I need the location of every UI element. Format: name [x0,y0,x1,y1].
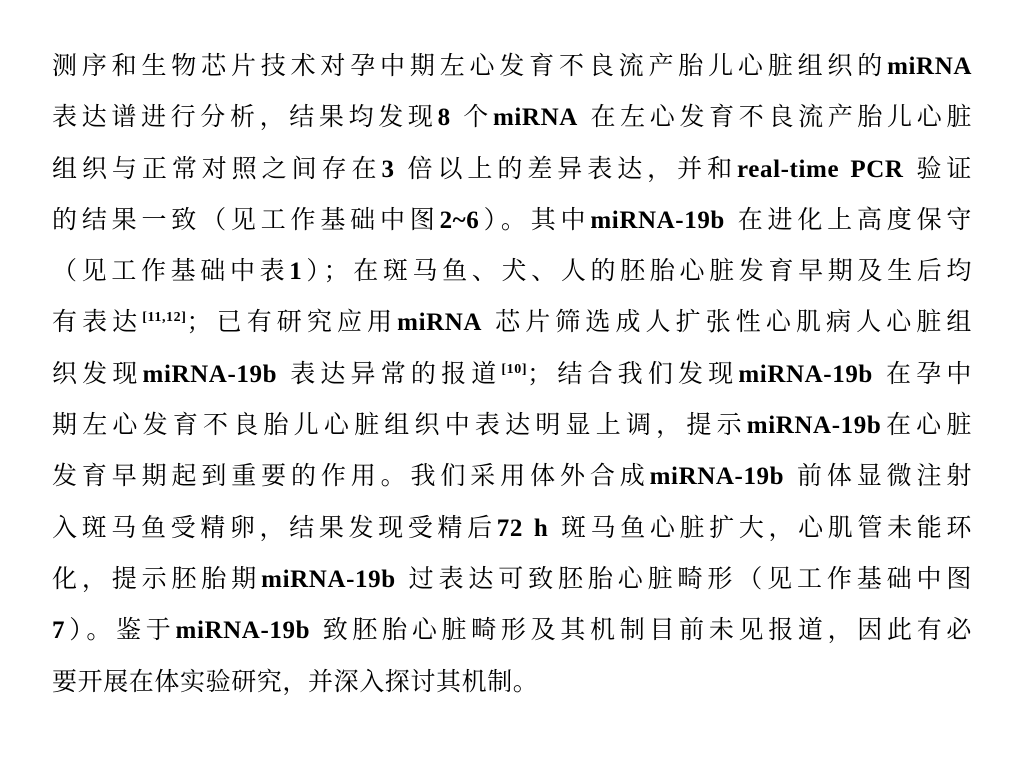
text-run-bold: miRNA [887,53,972,80]
text-line-7 [52,348,972,399]
citation-ref: [10] [501,361,528,377]
text-run: 倍以上的差异表达，并和 [394,153,738,183]
text-line-5 [52,245,972,296]
text-run: 有表达 [52,307,143,337]
text-run: ；已有研究应用 [186,307,398,337]
text-run: 在心脏 [881,410,972,440]
text-line-1 [52,40,972,91]
document-paragraph [52,40,972,707]
text-run-bold: miRNA-19b [261,565,396,593]
text-run-bold: real-time PCR [737,155,904,183]
citation-ref: [11,12] [142,310,187,326]
text-run-bold: miRNA-19b [738,360,873,388]
text-run: 发育早期起到重要的作用。我们采用体外合成 [52,461,650,491]
text-run-bold: 1 [289,258,303,286]
text-run: 织发现 [52,358,143,388]
text-run-bold: 2~6 [439,206,480,234]
text-run: 前体显微注射 [784,461,972,491]
text-run-bold: miRNA-19b [590,206,725,234]
text-run: 致胚胎心脏畸形及其机制目前未见报道，因此有必 [310,615,973,645]
text-line-4 [52,194,972,245]
text-run: 化，提示胚胎期 [52,563,262,593]
text-line-8 [52,399,972,450]
text-line-3 [52,143,972,194]
text-line-9 [52,450,972,501]
text-run: 入斑马鱼受精卵，结果发现受精后 [52,512,497,542]
text-run: 的结果一致（见工作基础中图 [52,204,440,234]
text-run: 斑马鱼心脏扩大，心肌管未能环 [548,512,972,542]
text-run-bold: miRNA-19b [649,463,785,491]
text-run: ）；在斑马鱼、犬、人的胚胎心脏发育早期及生后均 [302,256,972,286]
text-run: 在进化上高度保守 [724,204,972,234]
text-run-bold: miRNA [397,309,483,337]
text-line-12 [52,604,972,655]
text-run-bold: miRNA [492,104,578,132]
text-run: ）。鉴于 [65,615,176,645]
text-run-bold: miRNA-19b [175,617,311,645]
text-run: 验证 [903,153,973,183]
text-run-bold: 8 [437,104,451,132]
text-run: 表达谱进行分析，结果均发现 [52,102,438,132]
text-run: 测序和生物芯片技术对孕中期左心发育不良流产胎儿心脏组织的 [52,51,888,80]
text-run-bold: miRNA-19b [746,412,882,440]
text-line-2 [52,91,972,142]
text-run-bold: 3 [381,155,395,183]
text-run: ；结合我们发现 [527,358,739,388]
text-run: 芯片筛选成人扩张性心肌病人心脏组 [482,307,972,337]
text-run: 要开展在体实验研究，并深入探讨其机制。 [52,666,539,696]
text-run-bold: 72 h [496,514,549,542]
text-run: 在左心发育不良流产胎儿心脏 [577,102,972,132]
text-line-10 [52,502,972,553]
text-run-bold: 7 [52,617,66,645]
text-line-11 [52,553,972,604]
text-run-bold: miRNA-19b [142,360,278,388]
text-run: 过表达可致胚胎心脏畸形（见工作基础中图 [395,563,973,593]
text-run: 组织与正常对照之间存在 [52,153,382,183]
text-run: 个 [450,102,493,132]
text-line-13 [52,656,972,707]
text-line-6 [52,296,972,347]
text-run: ）。其中 [479,204,591,234]
text-run: 在孕中 [872,358,972,388]
text-run: （见工作基础中表 [52,256,290,286]
text-run: 表达异常的报道 [277,358,502,388]
text-run: 期左心发育不良胎儿心脏组织中表达明显上调，提示 [52,410,747,440]
